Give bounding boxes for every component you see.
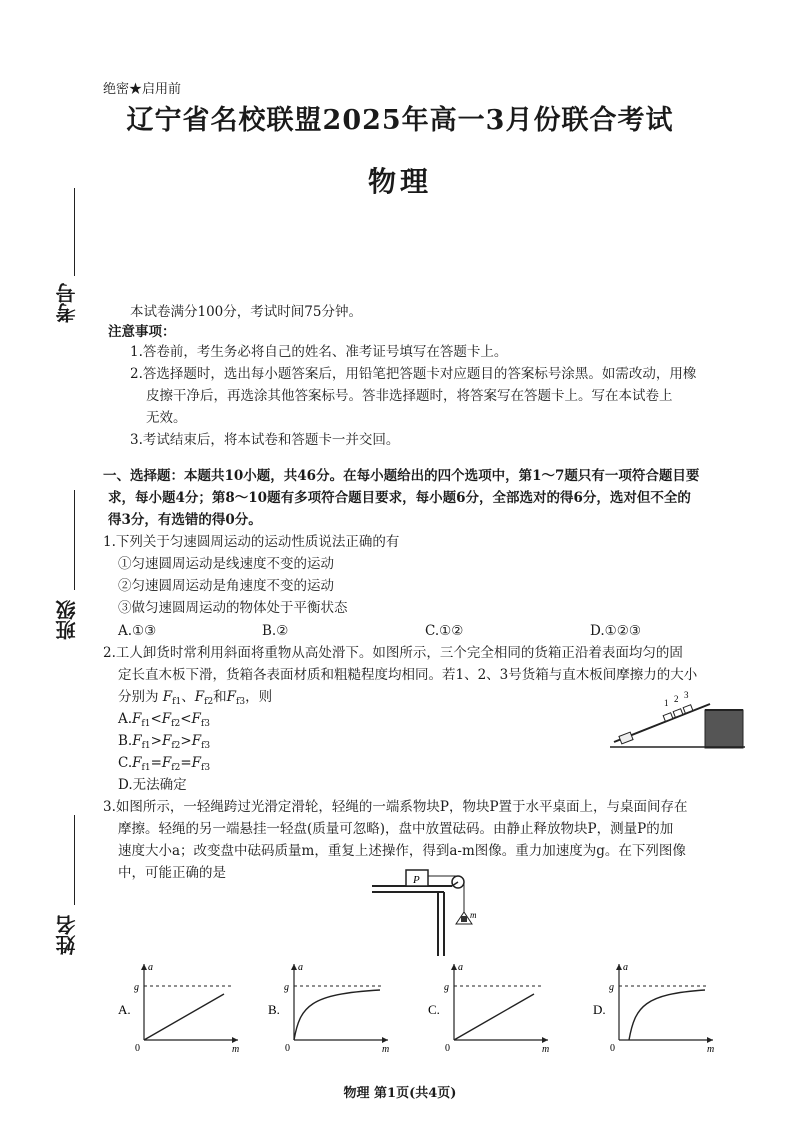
section1-line3: 得3分，有选错的得0分。 — [108, 512, 262, 528]
q1-statement-1: ①匀速圆周运动是线速度不变的运动 — [118, 556, 334, 572]
y-axis-arrow — [141, 964, 147, 970]
block-P-label: P — [413, 874, 420, 886]
q3-option-graph-b[interactable] — [268, 958, 398, 1054]
y-axis-label-a: a — [298, 962, 303, 973]
a-m-curve — [629, 990, 705, 1040]
q2-option-a[interactable]: $A.F_{f1}<F_{f2}<F_{f3}$ — [118, 711, 210, 729]
y-axis-label-a: a — [148, 962, 153, 973]
y-axis-label-a: a — [458, 962, 463, 973]
y-axis-arrow — [616, 964, 622, 970]
origin-label: 0 — [445, 1043, 450, 1054]
box-label-3: 3 — [684, 690, 689, 700]
q2-incline-figure — [610, 690, 750, 750]
box-label-2: 2 — [674, 694, 679, 704]
box-label-1: 1 — [664, 698, 669, 708]
x-axis-label-m: m — [232, 1044, 240, 1054]
q1-option-b[interactable]: B.② — [262, 623, 289, 639]
q1-option-d[interactable]: D.①②③ — [590, 623, 641, 639]
note-2: 2.答选择题时，选出每小题答案后，用铅笔把答题卡对应题目的答案标号涂黑。如需改动，用橡 — [130, 366, 697, 382]
x-axis-arrow — [232, 1037, 238, 1043]
option-letter-c: C. — [428, 1002, 440, 1017]
x-axis-arrow — [382, 1037, 388, 1043]
q2-stem-2: 定长直木板下滑，货箱各表面材质和粗糙程度均相同。若1、2、3号货箱与直木板间摩擦力的大小 — [118, 667, 698, 683]
g-tick-label: g — [444, 982, 449, 993]
section1-line2: 求，每小题4分；第8～10题有多项符合题目要求，每小题6分，全部选对的得6分，选对但不全的 — [108, 490, 691, 506]
option-letter-a: A. — [118, 1002, 131, 1017]
q3-line-3: 速度大小a；改变盘中砝码质量m，重复上述操作，得到a-m图像。重力加速度为g。在下列图像 — [118, 843, 686, 859]
page-footer: 物理 第1页(共4页) — [343, 1086, 457, 1101]
q3-pulley-figure — [370, 864, 490, 956]
option-letter-d: D. — [593, 1002, 606, 1017]
q2-stem-3: 分别为 $F_{f1}$、$F_{f2}$和$F_{f3}$，则 — [118, 689, 273, 707]
notes-title: 注意事项： — [108, 324, 176, 340]
q3-line-1: 3.如图所示，一轻绳跨过光滑定滑轮，轻绳的一端系物块P，物块P置于水平桌面上，与桌面间存在 — [103, 799, 688, 815]
bottom-box — [619, 732, 633, 744]
option-letter-b: B. — [268, 1002, 280, 1017]
g-tick-label: g — [134, 982, 139, 993]
origin-label: 0 — [610, 1043, 615, 1054]
g-tick-label: g — [284, 982, 289, 993]
a-m-curve — [144, 994, 224, 1040]
banji-line[interactable] — [74, 490, 75, 590]
section1-line1: 一、选择题：本题共10小题，共46分。在每小题给出的四个选项中，第1～7题只有一项符合题目要 — [103, 468, 700, 484]
confidential-mark: 绝密★启用前 — [103, 82, 182, 97]
x-axis-label-m: m — [707, 1044, 715, 1054]
q2-option-c[interactable]: $C.F_{f1}=F_{f2}=F_{f3}$ — [118, 755, 211, 773]
q3-option-graph-a[interactable] — [118, 958, 248, 1054]
exam-title: 辽宁省名校联盟2025年高一3月份联合考试 — [126, 105, 674, 136]
q1-option-a[interactable]: A.①③ — [118, 623, 157, 639]
subject-title: 物理 — [367, 165, 432, 198]
note-1: 1.答卷前，考生务必将自己的姓名、准考证号填写在答题卡上。 — [130, 344, 508, 360]
y-axis-arrow — [291, 964, 297, 970]
xingming-line[interactable] — [74, 815, 75, 905]
q3-line-4: 中，可能正确的是 — [118, 865, 226, 881]
note-3: 3.考试结束后，将本试卷和答题卡一并交回。 — [130, 432, 400, 448]
score-line: 本试卷满分100分，考试时间75分钟。 — [130, 304, 362, 320]
q2-option-b[interactable]: $B.F_{f1}>F_{f2}>F_{f3}$ — [118, 733, 211, 751]
note-2-end: 无效。 — [146, 410, 187, 426]
x-axis-label-m: m — [542, 1044, 550, 1054]
a-m-curve — [294, 990, 380, 1040]
q3-option-graph-d[interactable] — [593, 958, 723, 1054]
origin-label: 0 — [135, 1043, 140, 1054]
kaohao-label: 考号 — [55, 283, 79, 323]
q3-option-graph-c[interactable] — [428, 958, 558, 1054]
y-axis-arrow — [451, 964, 457, 970]
origin-label: 0 — [285, 1043, 290, 1054]
x-axis-arrow — [707, 1037, 713, 1043]
q1-statement-2: ②匀速圆周运动是角速度不变的运动 — [118, 578, 334, 594]
x-axis-arrow — [542, 1037, 548, 1043]
mass-label: m — [470, 910, 477, 920]
a-m-curve — [454, 994, 534, 1040]
g-tick-label: g — [609, 982, 614, 993]
note-2-cont: 皮擦干净后，再选涂其他答案标号。答非选择题时，将答案写在答题卡上。写在本试卷上 — [146, 388, 673, 404]
y-axis-label-a: a — [623, 962, 628, 973]
q2-stem-1: 2.工人卸货时常利用斜面将重物从高处滑下。如图所示，三个完全相同的货箱正沿着表面均匀的固 — [103, 645, 683, 661]
banji-label: 班级 — [55, 600, 79, 640]
x-axis-label-m: m — [382, 1044, 390, 1054]
q1-statement-3: ③做匀速圆周运动的物体处于平衡状态 — [118, 600, 348, 616]
q2-option-d[interactable]: D.无法确定 — [118, 777, 187, 793]
q3-line-2: 摩擦。轻绳的另一端悬挂一轻盘(质量可忽略)，盘中放置砝码。由静止释放物块P，测量P的加 — [118, 821, 674, 837]
xingming-label: 姓名 — [55, 915, 79, 955]
q1-stem: 1.下列关于匀速圆周运动的运动性质说法正确的有 — [103, 534, 400, 550]
kaohao-line[interactable] — [74, 188, 75, 276]
q1-option-c[interactable]: C.①② — [425, 623, 464, 639]
platform-block — [705, 710, 743, 748]
